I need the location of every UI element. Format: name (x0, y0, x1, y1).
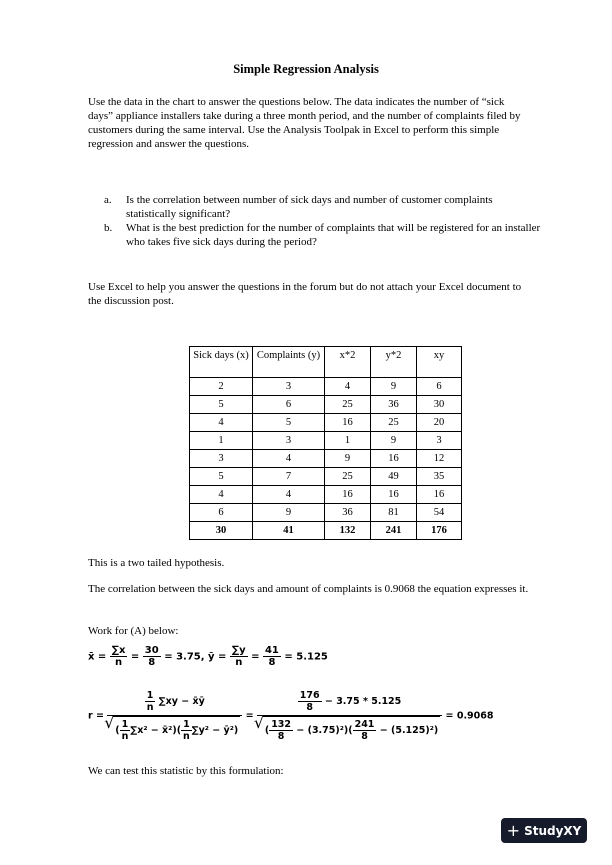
table-row (190, 468, 462, 486)
column-header: Complaints (y) (253, 347, 325, 378)
table-cell: 16 (325, 486, 371, 504)
sx2-rest: − (3.75)² (293, 725, 344, 736)
sxy-rest: − 3.75 * 5.125 (321, 696, 402, 707)
table-cell: 3 (190, 450, 253, 468)
table-cell: 4 (325, 378, 371, 396)
table-cell: 4 (190, 486, 253, 504)
question-text: What is the best prediction for the number of complaints that will be registered for an installer who takes five sick days during the period? (126, 222, 541, 248)
table-header-row (190, 347, 462, 378)
table-cell: 3 (253, 378, 325, 396)
table-row (190, 504, 462, 522)
correlation-text: The correlation between the sick days and amount of complaints is 0.9068 the equation expresses it. (88, 583, 529, 595)
table-cell: 1 (190, 432, 253, 450)
r-value: 0.9068 (456, 710, 494, 722)
table-cell: 3 (253, 432, 325, 450)
sy2-denominator: 8 (361, 731, 368, 742)
table-cell: 7 (253, 468, 325, 486)
question-marker: a. (104, 194, 112, 206)
test-text: We can test this statistic by this formulation: (88, 765, 284, 777)
intro-paragraph: Use the data in the chart to answer the questions below. The data indicates the number of “sick days” appliance installers take during a three month period, and the number of complaints filed by customers during the same interval. Use the Analysis Toolpak in Excel to perform this simple regression and answer the questions. (88, 96, 521, 150)
mean-x-numerator: 30 (144, 645, 159, 656)
table-cell: 25 (371, 414, 417, 432)
table-total-row (190, 522, 462, 540)
correlation-formula: r = $\frac{1}{n}$ ∑xy − x̄ȳ √ ( $\frac{1}{n}$ ∑x² − x̄²)( $\frac{1}{n}$ ∑y² − ȳ²) = $\frac{176}{8}$ − 3.75 * 5.125 √ ( $\frac{132}{8}$ − (3.75)²)( $\frac{241}{8}$ − (5.125)²) = 0.9068 (88, 690, 494, 742)
sy2-numerator: 241 (354, 719, 375, 730)
n-symbol: n (115, 657, 123, 668)
table-cell: 20 (417, 414, 462, 432)
table-cell: 6 (253, 396, 325, 414)
work-heading: Work for (A) below: (88, 625, 179, 637)
table-cell: 25 (325, 468, 371, 486)
mean-x-value: 3.75 (176, 651, 201, 663)
page-title: Simple Regression Analysis (233, 62, 379, 76)
table-cell: 4 (253, 486, 325, 504)
sx2-denominator: 8 (277, 731, 285, 742)
table-cell: 81 (371, 504, 417, 522)
total-cell: 30 (190, 522, 253, 540)
table-cell: 1 (325, 432, 371, 450)
table-cell: 36 (371, 396, 417, 414)
table-cell: 9 (371, 378, 417, 396)
sxy-denominator: 8 (306, 702, 314, 713)
table-cell: 5 (190, 468, 253, 486)
table-cell: 36 (325, 504, 371, 522)
question-marker: b. (104, 222, 113, 234)
total-cell: 241 (371, 522, 417, 540)
sy2-rest: − (5.125)² (376, 725, 434, 736)
studyxy-logo (501, 818, 587, 843)
total-cell: 132 (325, 522, 371, 540)
total-cell: 176 (417, 522, 462, 540)
table-cell: 9 (371, 432, 417, 450)
table-cell: 6 (417, 378, 462, 396)
question-text: Is the correlation between number of sick days and number of customer complaints statistically significant? (126, 194, 493, 220)
table-row (190, 432, 462, 450)
table-cell: 4 (253, 450, 325, 468)
column-header: Sick days (x) (190, 347, 253, 378)
mean-y-numerator: 41 (264, 645, 279, 656)
table-cell: 9 (253, 504, 325, 522)
n-symbol: n (235, 657, 243, 668)
table-cell: 3 (417, 432, 462, 450)
table-cell: 2 (190, 378, 253, 396)
total-cell: 41 (253, 522, 325, 540)
table-row (190, 450, 462, 468)
excel-note: Use Excel to help you answer the questions in the forum but do not attach your Excel document to the discussion post. (88, 281, 522, 307)
table-cell: 9 (325, 450, 371, 468)
logo-text: StudyXY (524, 823, 582, 838)
column-header: xy (417, 347, 462, 378)
table-cell: 16 (371, 486, 417, 504)
sx2-numerator: 132 (271, 719, 292, 730)
numeric-fraction: $\frac{176}{8}$ − 3.75 * 5.125 √ ( $\frac{132}{8}$ − (3.75)²)( $\frac{241}{8}$ − (5.125)²) (257, 690, 442, 742)
table-cell: 25 (325, 396, 371, 414)
table-cell: 4 (190, 414, 253, 432)
question-item (104, 193, 544, 221)
mean-y-denominator: 8 (268, 657, 276, 668)
mean-y-value: 5.125 (296, 651, 328, 663)
column-header: y*2 (371, 347, 417, 378)
table-row (190, 486, 462, 504)
table-cell: 30 (417, 396, 462, 414)
hypothesis-text: This is a two tailed hypothesis. (88, 557, 225, 569)
table-cell: 54 (417, 504, 462, 522)
table-row (190, 414, 462, 432)
table-cell: 16 (371, 450, 417, 468)
table-cell: 16 (325, 414, 371, 432)
question-list (104, 193, 544, 249)
data-table (189, 346, 462, 540)
table-cell: 49 (371, 468, 417, 486)
mean-x-denominator: 8 (148, 657, 156, 668)
table-row (190, 396, 462, 414)
sxy-numerator: 176 (299, 690, 320, 701)
column-header: x*2 (325, 347, 371, 378)
table-cell: 5 (190, 396, 253, 414)
generic-fraction: $\frac{1}{n}$ ∑xy − x̄ȳ √ ( $\frac{1}{n}$ ∑x² − x̄²)( $\frac{1}{n}$ ∑y² − ȳ²) (107, 690, 242, 742)
means-formula: x̄ = $\frac{\sum x}{n}$ = $\frac{30}{8}$ = 3.75, ȳ = $\frac{\sum y}{n}$ = $\frac{41}{8}$ = 5.125 (88, 645, 328, 668)
question-item (104, 221, 544, 249)
table-cell: 35 (417, 468, 462, 486)
table-row (190, 378, 462, 396)
table-cell: 16 (417, 486, 462, 504)
table-cell: 6 (190, 504, 253, 522)
table-cell: 5 (253, 414, 325, 432)
table-cell: 12 (417, 450, 462, 468)
plus-icon: + (506, 820, 521, 840)
